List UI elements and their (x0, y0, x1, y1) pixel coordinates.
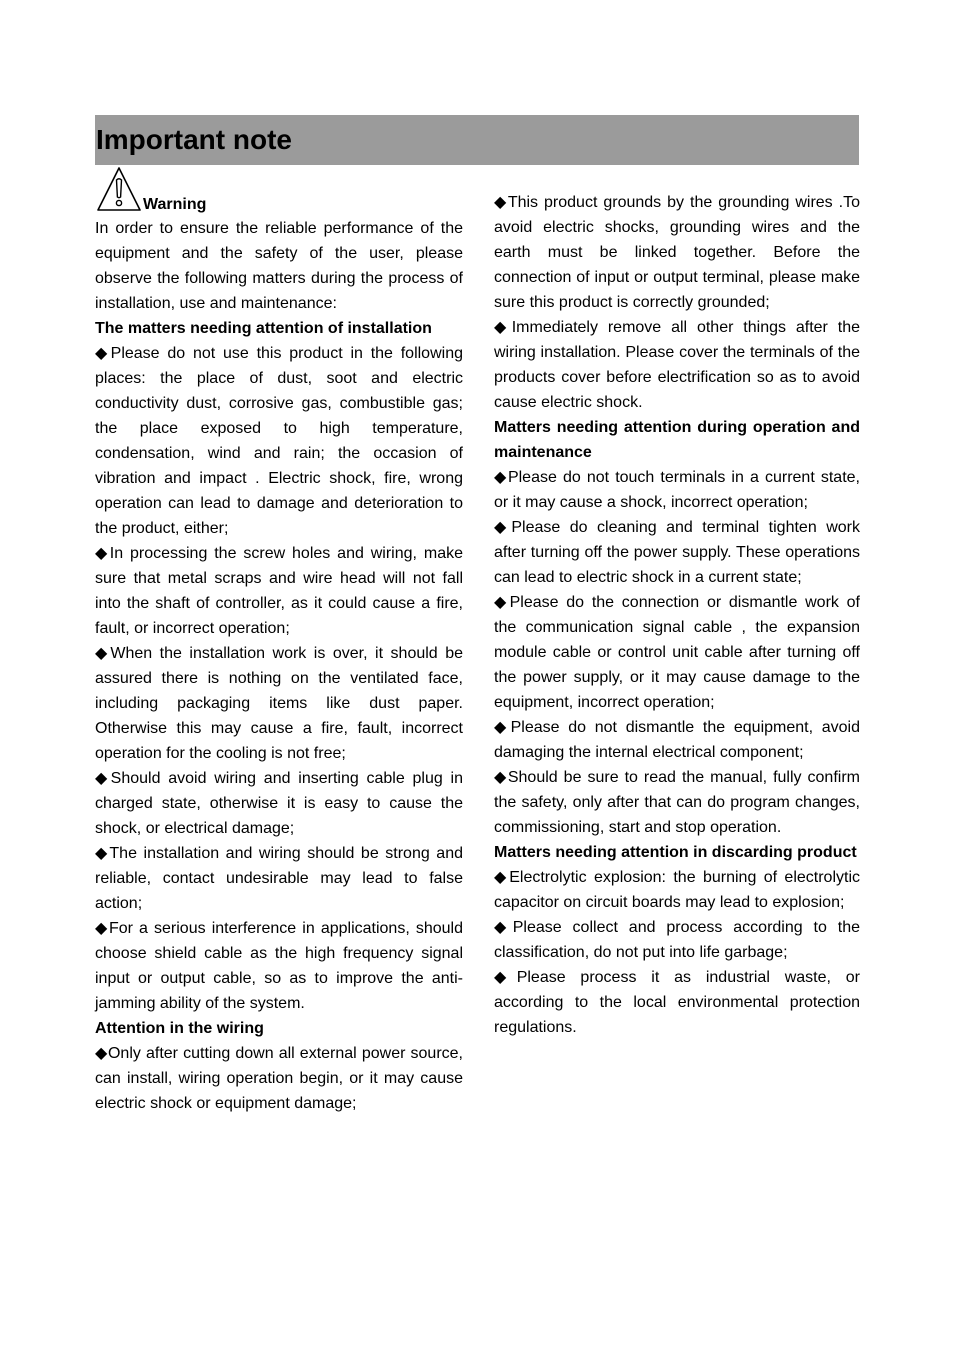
operation-item: ◆ Please do not dismantle the equipment, avoid damaging the internal electrical component; (494, 715, 860, 765)
title-bar (95, 115, 859, 165)
warning-label: Warning (143, 196, 207, 213)
operation-heading: Matters needing attention during operation and maintenance (494, 419, 860, 461)
discarding-heading: Matters needing attention in discarding product (494, 844, 857, 861)
installation-heading: The matters needing attention of installation (95, 320, 432, 337)
installation-item: ◆ For a serious interference in applications, should choose shield cable as the high frequency signal input or output cable, so as to improve the anti-jamming ability of the system. (95, 916, 463, 1016)
discarding-item: ◆ Please process it as industrial waste, or according to the local environmental protection regulations. (494, 965, 860, 1040)
wiring-item: ◆ Immediately remove all other things after the wiring installation. Please cover the terminals of the products cover before electrification so as to avoid cause electric shock. (494, 315, 860, 415)
operation-item: ◆ Please do cleaning and terminal tighten work after turning off the power supply. These operations can lead to electric shock in a current state; (494, 515, 860, 590)
installation-item: ◆ The installation and wiring should be strong and reliable, contact undesirable may lead to false action; (95, 841, 463, 916)
wiring-item: ◆ Only after cutting down all external power source, can install, wiring operation begin, or it may cause electric shock or equipment damage; (95, 1041, 463, 1116)
warning-intro: In order to ensure the reliable performance of the equipment and the safety of the user, please observe the following matters during the process of installation, use and maintenance: (95, 220, 463, 312)
wiring-heading: Attention in the wiring (95, 1020, 264, 1037)
warning-header (95, 166, 463, 216)
operation-item: ◆ Please do not touch terminals in a current state, or it may cause a shock, incorrect operation; (494, 465, 860, 515)
installation-item: ◆ In processing the screw holes and wiring, make sure that metal scraps and wire head will not fall into the shaft of controller, as it could cause a fire, fault, or incorrect operation; (95, 541, 463, 641)
wiring-item: ◆ This product grounds by the grounding wires .To avoid electric shocks, grounding wires and the earth must be linked together. Before the connection of input or output terminal, please make sure this product is correctly grounded; (494, 190, 860, 315)
installation-item: ◆ Please do not use this product in the following places: the place of dust, soot and electric conductivity dust, corrosive gas, combustible gas; the place exposed to high temperature, condensation, wind and rain; the occasion of vibration and impact . Electric shock, fire, wrong operation can lead to damage and deterioration to the product, either; (95, 341, 463, 541)
installation-item: ◆ Should avoid wiring and inserting cable plug in charged state, otherwise it is easy to cause the shock, or electrical damage; (95, 766, 463, 841)
warning-triangle-icon (96, 166, 142, 212)
installation-item: ◆ When the installation work is over, it should be assured there is nothing on the ventilated face, including packaging items like dust paper. Otherwise this may cause a fire, fault, incorrect operation for the cooling is not free; (95, 641, 463, 766)
discarding-item: ◆ Please collect and process according to the classification, do not put into life garbage; (494, 915, 860, 965)
right-column (494, 190, 860, 1040)
operation-item: ◆ Should be sure to read the manual, fully confirm the safety, only after that can do program changes, commissioning, start and stop operation. (494, 765, 860, 840)
page-title: Important note (96, 124, 292, 155)
discarding-item: ◆ Electrolytic explosion: the burning of electrolytic capacitor on circuit boards may lead to explosion; (494, 865, 860, 915)
left-column (95, 190, 463, 1116)
operation-item: ◆ Please do the connection or dismantle work of the communication signal cable , the expansion module cable or control unit cable after turning off the power supply, or it may cause damage to the equipment, incorrect operation; (494, 590, 860, 715)
